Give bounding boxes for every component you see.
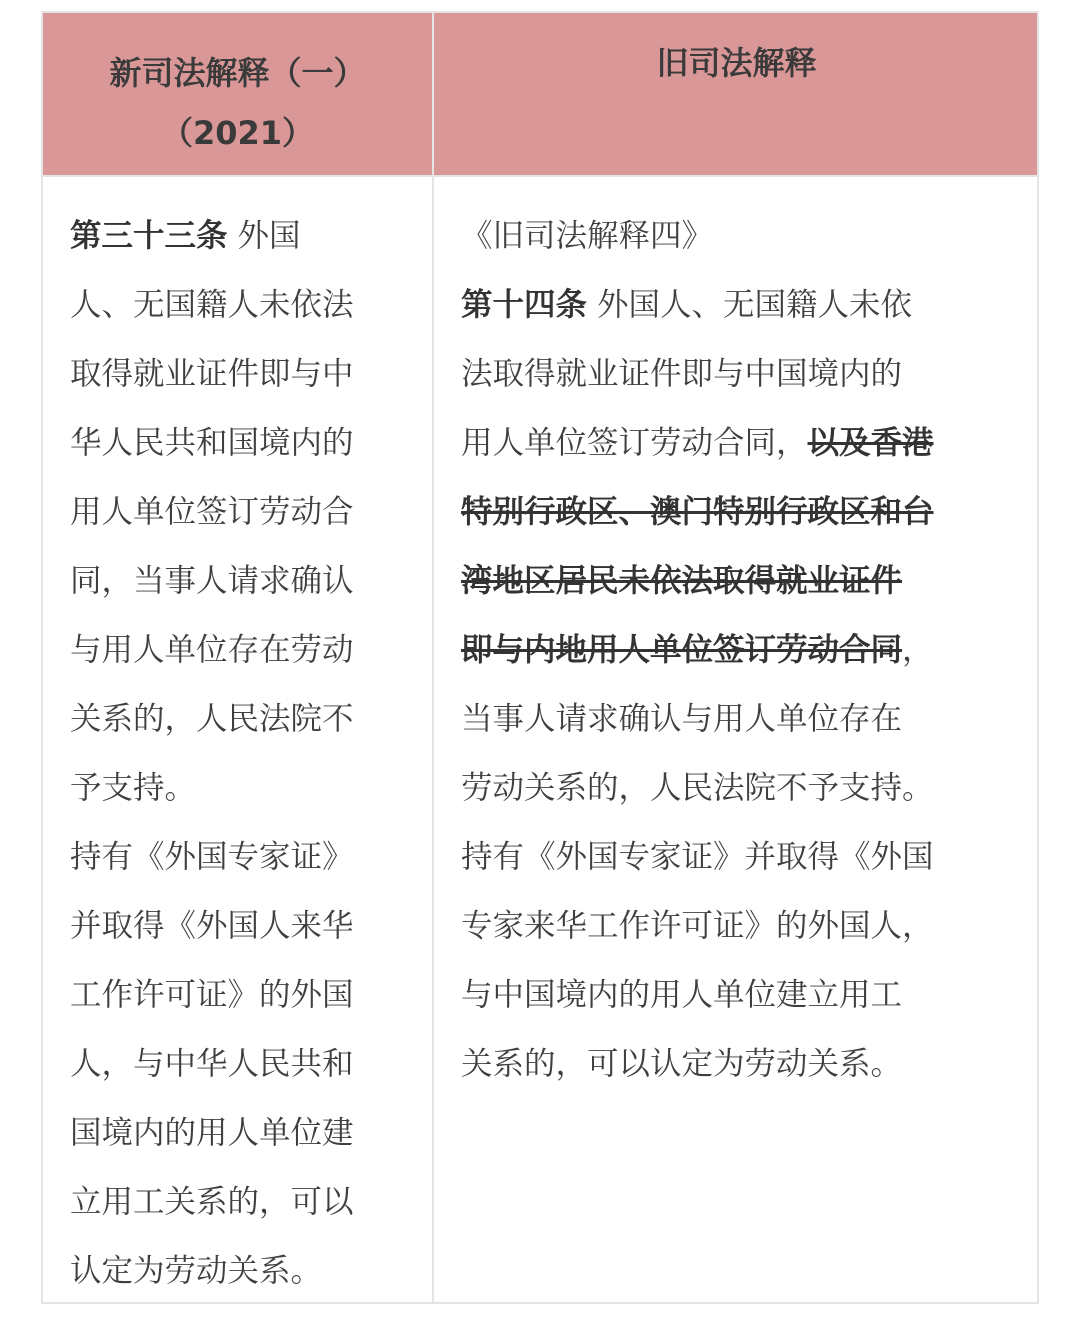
left-line: 与用人单位存在劳动 (70, 632, 354, 668)
right-article-title: 第十四条 (461, 287, 588, 323)
left-line: 华人民共和国境内的 (70, 425, 354, 461)
header-right-label: 旧司法解释 (656, 44, 817, 82)
right-line5-strike: 特别行政区、澳门特别行政区和台 (461, 494, 934, 530)
right-line7-strike: 即与内地用人单位签订劳动合同 (461, 632, 903, 668)
right-source-title: 《旧司法解释四》 (461, 218, 714, 254)
left-line: 立用工关系的，可以 (70, 1184, 354, 1220)
comparison-table (41, 11, 1039, 1304)
header-new-interpretation (43, 13, 432, 175)
left-line: 予支持。 (70, 770, 197, 806)
right-line: 持有《外国专家证》并取得《外国 (461, 839, 934, 875)
left-line: 用人单位签订劳动合 (70, 494, 354, 530)
left-line: 工作许可证》的外国 (70, 977, 354, 1013)
right-line-6 (461, 547, 1021, 616)
old-interpretation-text (461, 177, 1021, 1099)
right-line-2 (461, 271, 1021, 340)
header-old-interpretation (434, 13, 1039, 175)
right-line-7 (461, 616, 1021, 685)
left-line: 人，与中华人民共和 (70, 1046, 354, 1082)
table-header (43, 13, 1037, 177)
right-line7-tail: ， (902, 632, 934, 668)
right-line-4 (461, 409, 1021, 478)
right-line-5 (461, 478, 1021, 547)
right-line6-strike: 湾地区居民未依法取得就业证件 (461, 563, 903, 599)
left-line-1 (70, 202, 410, 271)
right-line-3: 法取得就业证件即与中国境内的 (461, 356, 903, 392)
right-line: 专家来华工作许可证》的外国人， (461, 908, 934, 944)
left-line: 人、无国籍人未依法 (70, 287, 354, 323)
right-line4-strike: 以及香港 (807, 425, 934, 461)
left-line: 同，当事人请求确认 (70, 563, 354, 599)
right-line4-plain: 用人单位签订劳动合同， (461, 425, 808, 461)
header-left-line1: 新司法解释（一） (109, 54, 366, 92)
left-line1-tail: 外国 (227, 218, 301, 254)
right-line: 与中国境内的用人单位建立用工 (461, 977, 903, 1013)
left-line: 持有《外国专家证》 (70, 839, 354, 875)
right-line: 关系的，可以认定为劳动关系。 (461, 1046, 903, 1082)
left-line: 取得就业证件即与中 (70, 356, 354, 392)
column-divider (432, 13, 434, 1302)
right-line: 当事人请求确认与用人单位存在 (461, 701, 903, 737)
right-line2-tail: 外国人、无国籍人未依 (587, 287, 913, 323)
header-left-line2: （2021） (160, 114, 315, 152)
left-line: 并取得《外国人来华 (70, 908, 354, 944)
left-article-title: 第三十三条 (70, 218, 228, 254)
right-line: 劳动关系的，人民法院不予支持。 (461, 770, 934, 806)
left-line: 认定为劳动关系。 (70, 1253, 323, 1289)
left-line: 关系的，人民法院不 (70, 701, 354, 737)
left-line: 国境内的用人单位建 (70, 1115, 354, 1151)
new-interpretation-text (70, 177, 410, 1306)
